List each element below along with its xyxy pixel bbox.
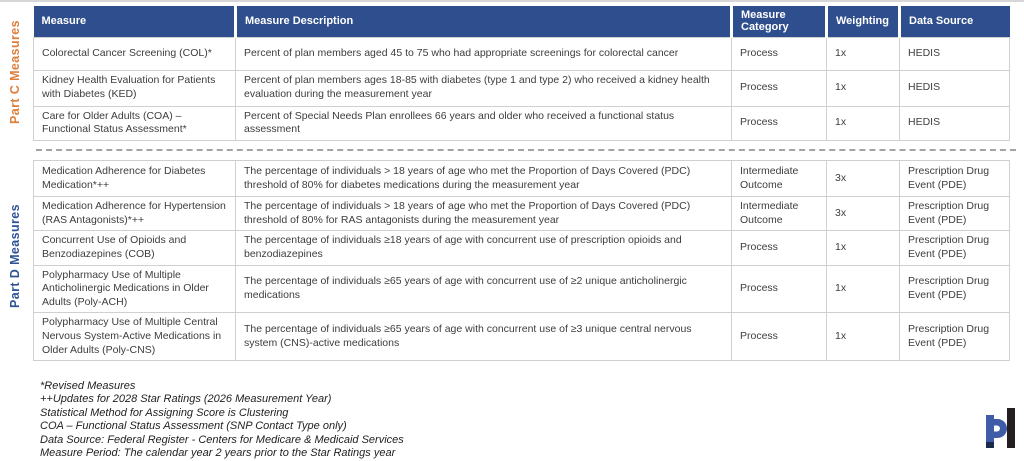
measure-cell: Polypharmacy Use of Multiple Central Nervous System-Active Medications in Older Adults (Poly-CNS) <box>34 313 236 361</box>
measure-cell: Care for Older Adults (COA) – Functional Status Assessment* <box>34 106 236 140</box>
table-row <box>34 37 1010 70</box>
data-source-cell: HEDIS <box>900 106 1010 140</box>
description-cell: The percentage of individuals ≥65 years of age with concurrent use of ≥3 unique central nervous system (CNS)-active medications <box>236 313 732 361</box>
category-cell: Intermediate Outcome <box>732 197 827 231</box>
table-row <box>34 161 1010 197</box>
part-d-section-label: Part D Measures <box>8 204 22 308</box>
weighting-cell: 1x <box>827 265 900 313</box>
data-source-cell: Prescription Drug Event (PDE) <box>900 161 1010 197</box>
data-source-cell: HEDIS <box>900 37 1010 70</box>
part-c-table-body <box>34 37 1010 140</box>
footnote-line: Measure Period: The calendar year 2 years prior to the Star Ratings year <box>40 447 396 460</box>
table-header-row <box>34 6 1010 37</box>
table-row <box>34 197 1010 231</box>
table-row <box>34 265 1010 313</box>
data-source-cell: Prescription Drug Event (PDE) <box>900 265 1010 313</box>
data-source-cell: Prescription Drug Event (PDE) <box>900 197 1010 231</box>
category-cell: Process <box>732 70 827 106</box>
measure-cell: Colorectal Cancer Screening (COL)* <box>34 37 236 70</box>
data-source-cell: Prescription Drug Event (PDE) <box>900 231 1010 265</box>
column-header-measure-description: Measure Description <box>236 6 732 37</box>
description-cell: The percentage of individuals > 18 years of age who met the Proportion of Days Covered (PDC) threshold of 80% for diabetes medications during the measurement year <box>236 161 732 197</box>
weighting-cell: 1x <box>827 70 900 106</box>
footnote-line: *Revised Measures <box>40 380 136 392</box>
measure-cell: Kidney Health Evaluation for Patients with Diabetes (KED) <box>34 70 236 106</box>
footnotes <box>40 380 404 460</box>
category-cell: Process <box>732 106 827 140</box>
weighting-cell: 1x <box>827 106 900 140</box>
description-cell: The percentage of individuals > 18 years of age who met the Proportion of Days Covered (PDC) threshold of 80% for RAS antagonists during the measurement year <box>236 197 732 231</box>
category-cell: Process <box>732 231 827 265</box>
category-cell: Process <box>732 265 827 313</box>
data-source-cell: HEDIS <box>900 70 1010 106</box>
logo-p-bowl <box>994 419 1007 438</box>
table-row <box>34 70 1010 106</box>
weighting-cell: 1x <box>827 37 900 70</box>
column-header-weighting: Weighting <box>827 6 900 37</box>
description-cell: Percent of plan members aged 45 to 75 who had appropriate screenings for colorectal cancer <box>236 37 732 70</box>
table-row <box>34 313 1010 361</box>
data-source-cell: Prescription Drug Event (PDE) <box>900 313 1010 361</box>
measure-cell: Medication Adherence for Diabetes Medication*++ <box>34 161 236 197</box>
category-cell: Intermediate Outcome <box>732 161 827 197</box>
description-cell: The percentage of individuals ≥18 years of age with concurrent use of prescription opioids and benzodiazepines <box>236 231 732 265</box>
measure-cell: Polypharmacy Use of Multiple Anticholinergic Medications in Older Adults (Poly-ACH) <box>34 265 236 313</box>
column-header-measure-category: Measure Category <box>732 6 827 37</box>
logo-h-bar <box>1007 408 1015 448</box>
footnote-line: Statistical Method for Assigning Score is Clustering <box>40 406 289 419</box>
description-cell: The percentage of individuals ≥65 years of age with concurrent use of ≥2 unique anticholinergic medications <box>236 265 732 313</box>
table-row <box>34 231 1010 265</box>
part-c-section-label: Part C Measures <box>8 20 22 124</box>
measure-cell: Medication Adherence for Hypertension (RAS Antagonists)*++ <box>34 197 236 231</box>
weighting-cell: 1x <box>827 231 900 265</box>
weighting-cell: 3x <box>827 197 900 231</box>
logo-p-foot <box>986 442 994 448</box>
footnote-line: Data Source: Federal Register - Centers for Medicare & Medicaid Services <box>40 433 404 446</box>
ph-monogram-logo-icon <box>982 406 1018 454</box>
weighting-cell: 1x <box>827 313 900 361</box>
description-cell: Percent of plan members ages 18-85 with diabetes (type 1 and type 2) who received a kidney health evaluation during the measurement year <box>236 70 732 106</box>
footnote-line: ++Updates for 2028 Star Ratings (2026 Measurement Year) <box>40 393 332 406</box>
top-divider-line <box>0 0 1024 2</box>
part-d-table-body <box>34 161 1010 361</box>
measure-cell: Concurrent Use of Opioids and Benzodiazepines (COB) <box>34 231 236 265</box>
table-row <box>34 106 1010 140</box>
part-c-measures-table <box>33 6 1010 141</box>
category-cell: Process <box>732 37 827 70</box>
weighting-cell: 3x <box>827 161 900 197</box>
column-header-data-source: Data Source <box>900 6 1010 37</box>
description-cell: Percent of Special Needs Plan enrollees 66 years and older who received a functional status assessment <box>236 106 732 140</box>
section-dashed-divider <box>36 149 1016 151</box>
footnote-line: COA – Functional Status Assessment (SNP Contact Type only) <box>40 420 347 433</box>
logo-p-stem <box>986 415 994 442</box>
category-cell: Process <box>732 313 827 361</box>
part-d-measures-table <box>33 160 1010 361</box>
column-header-measure: Measure <box>34 6 236 37</box>
